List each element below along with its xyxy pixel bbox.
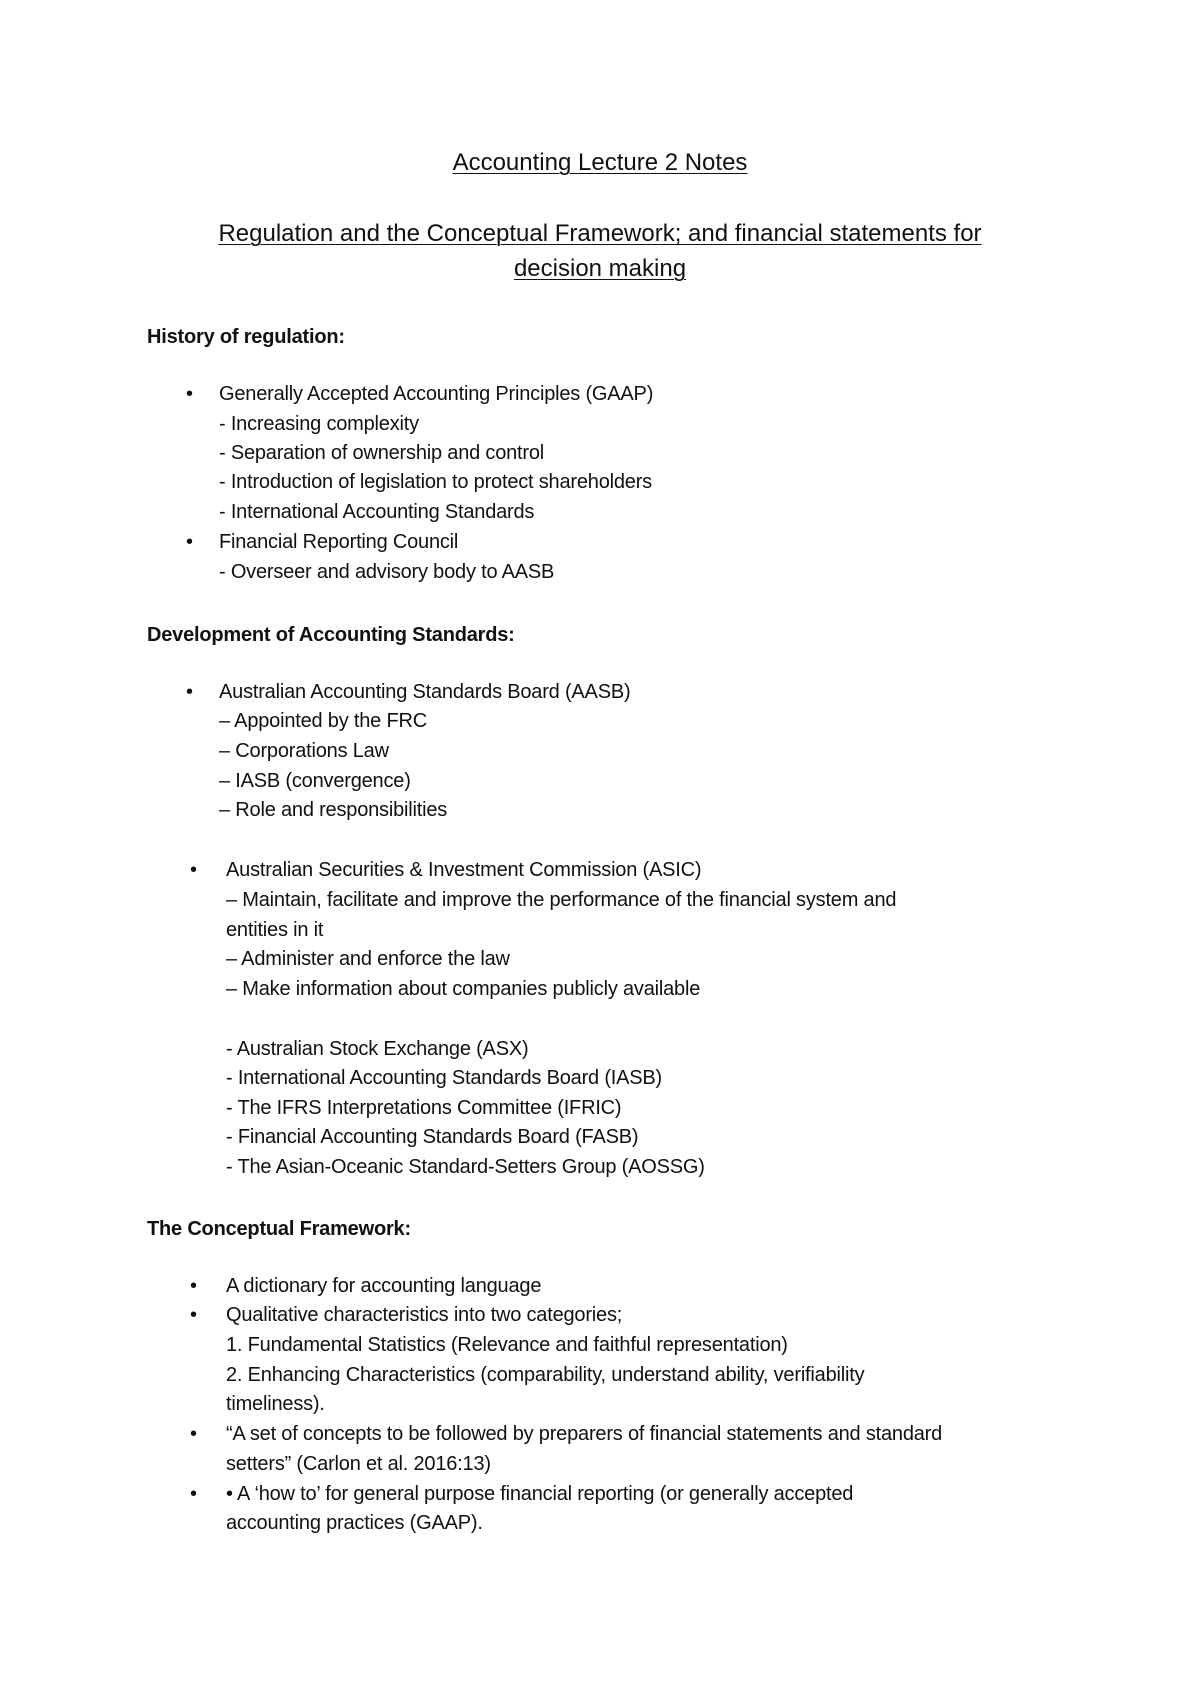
bullet-icon: • [186,681,194,703]
list-item: timeliness). [226,1393,325,1415]
list-item: - Financial Accounting Standards Board (FASB) [226,1126,639,1148]
list-item: “A set of concepts to be followed by preparers of financial statements and standard [226,1423,943,1445]
list-item: - Introduction of legislation to protect shareholders [219,471,652,493]
list-item: – Maintain, facilitate and improve the performance of the financial system and [226,889,897,911]
section-heading-conceptual-framework: The Conceptual Framework: [147,1218,411,1240]
list-item: setters” (Carlon et al. 2016:13) [226,1453,491,1475]
document-subtitle-line-2: decision making [513,255,687,282]
section-heading-development: Development of Accounting Standards: [147,624,515,646]
document-title: Accounting Lecture 2 Notes [452,149,748,176]
section-heading-history: History of regulation: [147,326,345,348]
list-item: Australian Accounting Standards Board (AASB) [219,681,631,703]
list-item: 2. Enhancing Characteristics (comparability, understand ability, verifiability [226,1364,865,1386]
bullet-icon: • [186,383,194,405]
list-item: Generally Accepted Accounting Principles (GAAP) [219,383,654,405]
list-item: Financial Reporting Council [219,531,459,553]
list-item: – Appointed by the FRC [219,710,427,732]
list-item: – IASB (convergence) [219,770,411,792]
list-item: – Make information about companies publicly available [226,978,701,1000]
list-item: 1. Fundamental Statistics (Relevance and faithful representation) [226,1334,788,1356]
bullet-icon: • [190,1275,198,1297]
bullet-icon: • [190,1483,198,1505]
list-item: – Administer and enforce the law [226,948,510,970]
list-item: – Corporations Law [219,740,389,762]
list-item: - Australian Stock Exchange (ASX) [226,1038,529,1060]
list-item: – Role and responsibilities [219,799,448,821]
list-item: - International Accounting Standards [219,501,535,523]
list-item: - The IFRS Interpretations Committee (IFRIC) [226,1097,622,1119]
list-item: - Separation of ownership and control [219,442,545,464]
bullet-icon: • [190,1423,198,1445]
list-item: Australian Securities & Investment Commission (ASIC) [226,859,702,881]
list-item: - The Asian-Oceanic Standard-Setters Group (AOSSG) [226,1156,705,1178]
bullet-icon: • [190,1304,198,1326]
list-item: - Increasing complexity [219,413,419,435]
bullet-icon: • [186,531,194,553]
list-item: - Overseer and advisory body to AASB [219,561,555,583]
list-item: accounting practices (GAAP). [226,1512,483,1534]
list-item: - International Accounting Standards Board (IASB) [226,1067,663,1089]
list-item: A dictionary for accounting language [226,1275,542,1297]
document-subtitle-line-1: Regulation and the Conceptual Framework; and financial statements for [218,220,982,247]
list-item: Qualitative characteristics into two categories; [226,1304,623,1326]
bullet-icon: • [190,859,198,881]
list-item: entities in it [226,919,324,941]
list-item: • A ‘how to’ for general purpose financial reporting (or generally accepted [226,1483,854,1505]
